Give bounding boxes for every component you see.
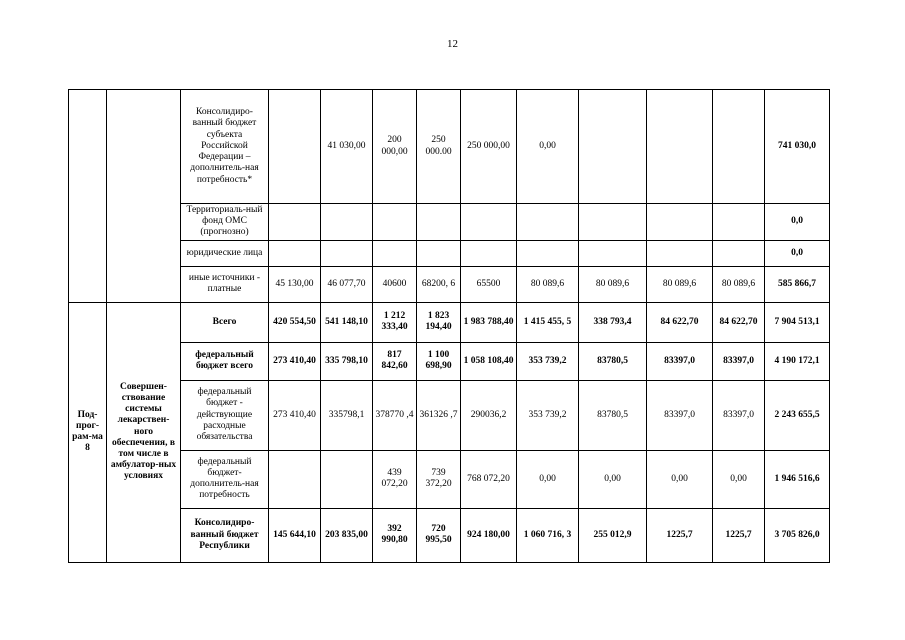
value-cell: 420 554,50 <box>269 302 321 342</box>
total-cell: 2 243 655,5 <box>765 380 830 450</box>
value-cell: 273 410,40 <box>269 380 321 450</box>
value-cell <box>647 240 713 266</box>
value-cell: 80 089,6 <box>713 266 765 302</box>
value-cell <box>321 450 373 508</box>
funding-source: федеральный бюджет-дополнитель-ная потребность <box>181 450 269 508</box>
total-cell: 7 904 513,1 <box>765 302 830 342</box>
value-cell: 0,00 <box>517 450 579 508</box>
value-cell: 273 410,40 <box>269 342 321 380</box>
value-cell: 335 798,10 <box>321 342 373 380</box>
table-row <box>69 342 830 380</box>
value-cell: 338 793,4 <box>579 302 647 342</box>
value-cell: 83780,5 <box>579 342 647 380</box>
value-cell: 45 130,00 <box>269 266 321 302</box>
value-cell: 1 058 108,40 <box>461 342 517 380</box>
value-cell <box>373 240 417 266</box>
value-cell: 65500 <box>461 266 517 302</box>
total-cell: 585 866,7 <box>765 266 830 302</box>
value-cell: 378770 ,4 <box>373 380 417 450</box>
value-cell: 84 622,70 <box>713 302 765 342</box>
total-cell: 0,0 <box>765 240 830 266</box>
table-row <box>69 204 830 241</box>
value-cell: 439 072,20 <box>373 450 417 508</box>
value-cell: 1 212 333,40 <box>373 302 417 342</box>
value-cell: 255 012,9 <box>579 508 647 562</box>
value-cell: 83780,5 <box>579 380 647 450</box>
value-cell: 720 995,50 <box>417 508 461 562</box>
value-cell <box>713 90 765 204</box>
table-row <box>69 90 830 204</box>
value-cell: 68200, 6 <box>417 266 461 302</box>
value-cell: 1 823 194,40 <box>417 302 461 342</box>
value-cell: 739 372,20 <box>417 450 461 508</box>
value-cell: 353 739,2 <box>517 342 579 380</box>
value-cell: 290036,2 <box>461 380 517 450</box>
funding-source: федеральный бюджет всего <box>181 342 269 380</box>
value-cell: 0,00 <box>579 450 647 508</box>
value-cell: 80 089,6 <box>647 266 713 302</box>
value-cell: 353 739,2 <box>517 380 579 450</box>
funding-source: Территориаль-ный фонд ОМС (прогнозно) <box>181 204 269 241</box>
value-cell <box>461 240 517 266</box>
value-cell: 83397,0 <box>647 380 713 450</box>
value-cell: 1 415 455, 5 <box>517 302 579 342</box>
value-cell: 41 030,00 <box>321 90 373 204</box>
funding-source: Консолидиро-ванный бюджет Республики <box>181 508 269 562</box>
table-row <box>69 302 830 342</box>
value-cell <box>269 90 321 204</box>
funding-source: иные источники - платные <box>181 266 269 302</box>
value-cell: 0,00 <box>517 90 579 204</box>
value-cell: 817 842,60 <box>373 342 417 380</box>
value-cell <box>321 240 373 266</box>
value-cell: 361326 ,7 <box>417 380 461 450</box>
value-cell: 145 644,10 <box>269 508 321 562</box>
value-cell <box>713 204 765 241</box>
value-cell <box>373 204 417 241</box>
table-body <box>69 90 830 563</box>
empty-cell <box>69 90 107 303</box>
table-row <box>69 240 830 266</box>
total-cell: 4 190 172,1 <box>765 342 830 380</box>
value-cell <box>321 204 373 241</box>
value-cell: 250 000.00 <box>417 90 461 204</box>
value-cell <box>713 240 765 266</box>
value-cell: 1 100 698,90 <box>417 342 461 380</box>
value-cell <box>579 90 647 204</box>
budget-table <box>68 89 830 563</box>
value-cell: 1 060 716, 3 <box>517 508 579 562</box>
value-cell: 203 835,00 <box>321 508 373 562</box>
value-cell <box>269 450 321 508</box>
total-cell: 741 030,0 <box>765 90 830 204</box>
subprogram-label: Под-прог-рам-ма 8 <box>69 302 107 562</box>
value-cell: 83397,0 <box>713 380 765 450</box>
value-cell <box>461 204 517 241</box>
subprogram-name: Совершен-ствование системы лекарствен-ного обеспечения, в том числе в амбулатор-ных условиях <box>107 302 181 562</box>
value-cell: 40600 <box>373 266 417 302</box>
value-cell: 924 180,00 <box>461 508 517 562</box>
value-cell: 83397,0 <box>713 342 765 380</box>
value-cell <box>417 204 461 241</box>
value-cell: 83397,0 <box>647 342 713 380</box>
value-cell <box>269 204 321 241</box>
value-cell <box>647 204 713 241</box>
value-cell: 392 990,80 <box>373 508 417 562</box>
page-number: 12 <box>447 38 458 50</box>
value-cell <box>647 90 713 204</box>
value-cell: 1225,7 <box>713 508 765 562</box>
value-cell: 1225,7 <box>647 508 713 562</box>
value-cell: 80 089,6 <box>579 266 647 302</box>
value-cell: 200 000,00 <box>373 90 417 204</box>
table-row <box>69 380 830 450</box>
value-cell: 0,00 <box>713 450 765 508</box>
empty-cell <box>107 90 181 303</box>
value-cell: 250 000,00 <box>461 90 517 204</box>
value-cell: 80 089,6 <box>517 266 579 302</box>
funding-source: федеральный бюджет - действующие расходные обязательства <box>181 380 269 450</box>
value-cell <box>517 240 579 266</box>
value-cell <box>579 240 647 266</box>
value-cell: 84 622,70 <box>647 302 713 342</box>
value-cell <box>417 240 461 266</box>
funding-source: юридические лица <box>181 240 269 266</box>
total-cell: 0,0 <box>765 204 830 241</box>
value-cell <box>269 240 321 266</box>
table-row <box>69 508 830 562</box>
total-cell: 1 946 516,6 <box>765 450 830 508</box>
value-cell: 0,00 <box>647 450 713 508</box>
value-cell <box>579 204 647 241</box>
total-cell: 3 705 826,0 <box>765 508 830 562</box>
table-row <box>69 266 830 302</box>
value-cell: 335798,1 <box>321 380 373 450</box>
value-cell: 46 077,70 <box>321 266 373 302</box>
value-cell: 541 148,10 <box>321 302 373 342</box>
value-cell: 1 983 788,40 <box>461 302 517 342</box>
value-cell: 768 072,20 <box>461 450 517 508</box>
value-cell <box>517 204 579 241</box>
table-row <box>69 450 830 508</box>
funding-source: Консолидиро-ванный бюджет субъекта Российской Федерации – дополнитель-ная потребность* <box>181 90 269 204</box>
funding-source: Всего <box>181 302 269 342</box>
